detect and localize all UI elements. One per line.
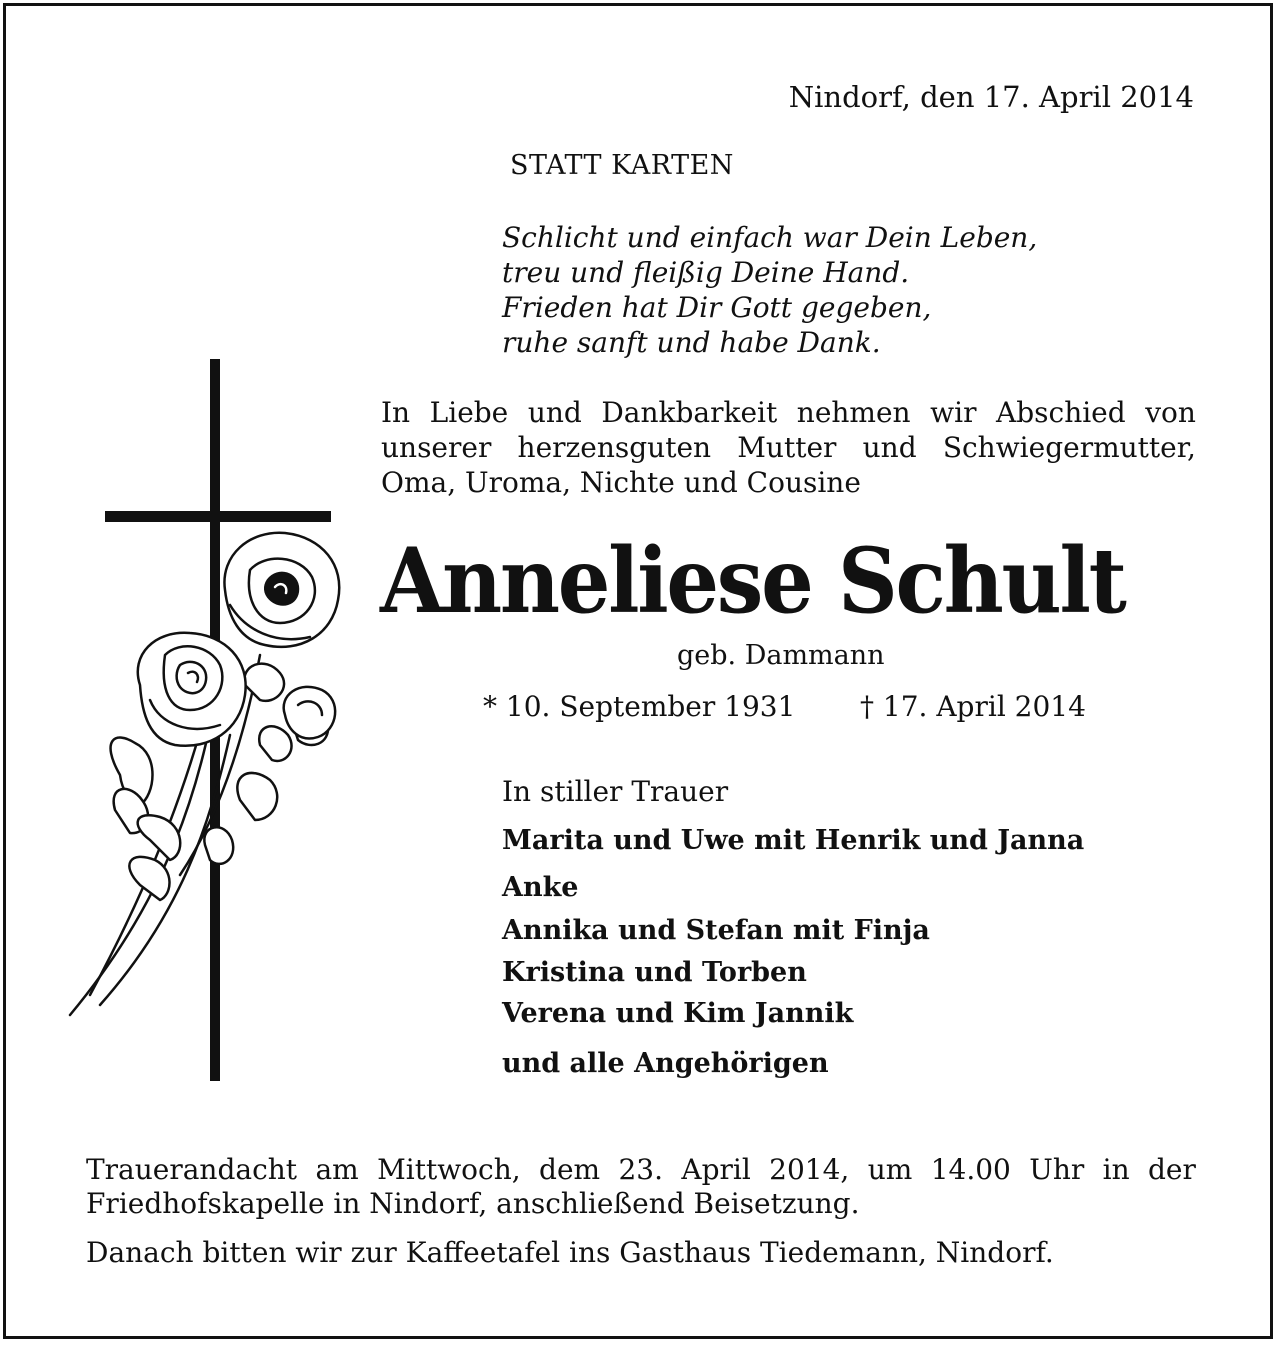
word: in xyxy=(1102,1153,1130,1186)
word: der xyxy=(1148,1153,1196,1186)
word: Liebe xyxy=(429,396,509,429)
poem-line: ruhe sanft und habe Dank. xyxy=(502,326,881,359)
word: unserer xyxy=(381,431,492,464)
word: Dankbarkeit xyxy=(601,396,778,429)
service-line xyxy=(86,1153,1196,1187)
poem-line: Schlicht und einfach war Dein Leben, xyxy=(502,221,1038,254)
word: dem xyxy=(539,1153,601,1186)
word: und xyxy=(527,396,582,429)
word: um xyxy=(867,1153,913,1186)
mourning-heading: In stiller Trauer xyxy=(502,775,729,808)
word: von xyxy=(1145,396,1196,429)
service-text xyxy=(86,1153,1196,1221)
mourner-name: Verena und Kim Jannik xyxy=(502,998,854,1029)
intro-line xyxy=(381,395,1196,430)
maiden-name: geb. Dammann xyxy=(677,640,885,671)
word: wir xyxy=(930,396,977,429)
coffee-invitation: Danach bitten wir zur Kaffeetafel ins Gasthaus Tiedemann, Nindorf. xyxy=(86,1236,1054,1269)
word: Mittwoch, xyxy=(377,1153,521,1186)
word: und xyxy=(862,431,917,464)
word: Uhr xyxy=(1029,1153,1085,1186)
word: 14.00 xyxy=(930,1153,1011,1186)
word: nehmen xyxy=(796,396,911,429)
word: 23. xyxy=(618,1153,663,1186)
poem-line: Frieden hat Dir Gott gegeben, xyxy=(502,291,932,324)
mourner-name: Marita und Uwe mit Henrik und Janna xyxy=(502,825,1085,856)
word: In xyxy=(381,396,411,429)
cross-with-roses-icon xyxy=(60,355,360,1085)
word: herzensguten xyxy=(517,431,712,464)
birth-date: * 10. September 1931 xyxy=(483,690,796,723)
word: am xyxy=(315,1153,359,1186)
statt-karten-label: STATT KARTEN xyxy=(510,150,734,181)
service-line: Friedhofskapelle in Nindorf, anschließend Beisetzung. xyxy=(86,1187,860,1220)
word: Abschied xyxy=(996,396,1126,429)
death-date: † 17. April 2014 xyxy=(860,690,1086,723)
mourner-name: Kristina und Torben xyxy=(502,957,807,988)
intro-line: Oma, Uroma, Nichte und Cousine xyxy=(381,466,861,499)
word: Trauerandacht xyxy=(86,1153,298,1186)
poem xyxy=(502,220,1037,360)
notice-date: Nindorf, den 17. April 2014 xyxy=(788,80,1194,114)
mourner-name: Anke xyxy=(502,872,579,903)
intro-text xyxy=(381,395,1196,500)
mourner-name: und alle Angehörigen xyxy=(502,1048,829,1079)
word: April xyxy=(681,1153,751,1186)
deceased-name: Anneliese Schult xyxy=(380,528,1125,634)
poem-line: treu und fleißig Deine Hand. xyxy=(502,256,910,289)
word: Mutter xyxy=(737,431,837,464)
mourner-name: Annika und Stefan mit Finja xyxy=(502,915,930,946)
word: 2014, xyxy=(769,1153,850,1186)
intro-line xyxy=(381,430,1196,465)
word: Schwiegermutter, xyxy=(942,431,1196,464)
